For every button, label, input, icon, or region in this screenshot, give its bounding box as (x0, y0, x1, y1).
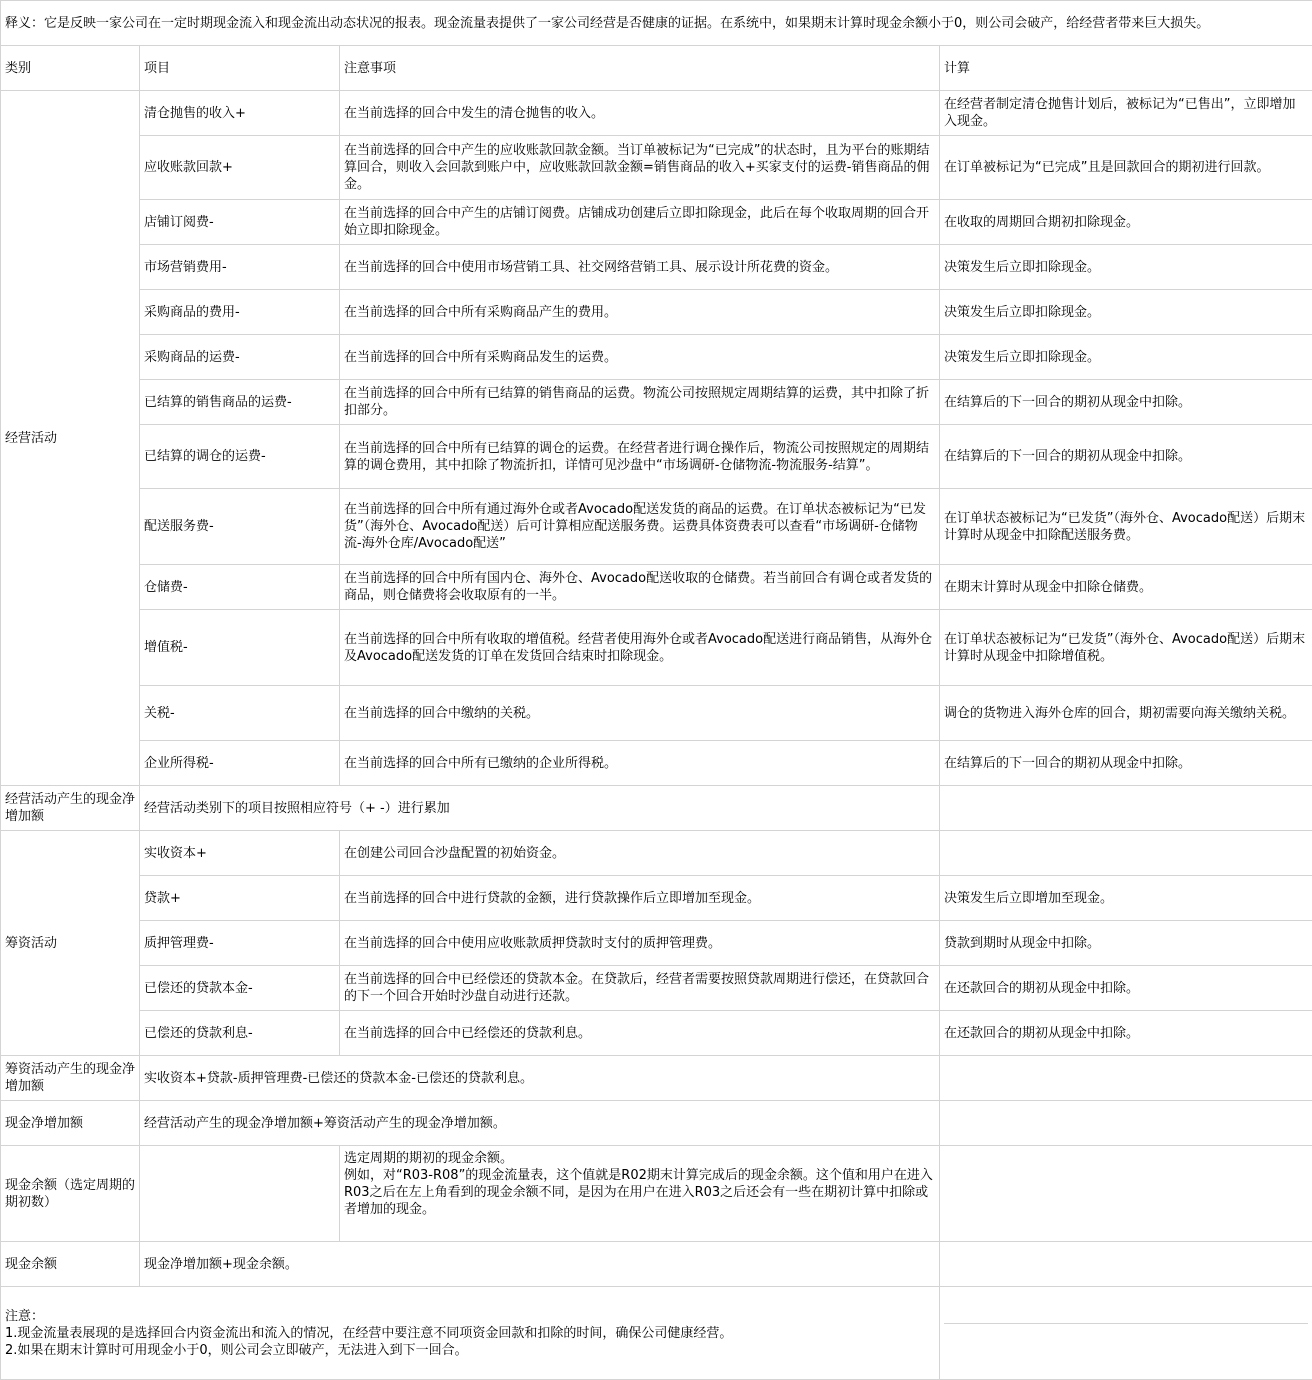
note-cell: 在当前选择的回合中所有采购商品产生的费用。 (340, 290, 940, 335)
item-cell: 实收资本+ (140, 831, 340, 876)
note-cell: 在当前选择的回合中所有已缴纳的企业所得税。 (340, 741, 940, 786)
cash-net-text: 经营活动产生的现金净增加额+筹资活动产生的现金净增加额。 (140, 1101, 940, 1146)
table-row (1, 610, 1312, 686)
note-cell: 在当前选择的回合中所有已结算的调仓的运费。在经营者进行调仓操作后，物流公司按照规定的周期结算的调仓费用，其中扣除了物流折扣，详情可见沙盘中“市场调研-仓储物流-物流服务-结算”。 (340, 425, 940, 489)
cash-balance-row (1, 1242, 1312, 1287)
category-financing: 筹资活动 (1, 831, 140, 1056)
empty-cell (940, 786, 1312, 831)
calc-cell: 在还款回合的期初从现金中扣除。 (940, 1011, 1312, 1056)
intro-row (1, 1, 1312, 46)
financing-net-row (1, 1056, 1312, 1101)
calc-cell: 决策发生后立即扣除现金。 (940, 245, 1312, 290)
cash-opening-row (1, 1146, 1312, 1242)
operating-net-text: 经营活动类别下的项目按照相应符号（+ -）进行累加 (140, 786, 940, 831)
note-cell: 在当前选择的回合中进行贷款的金额，进行贷款操作后立即增加至现金。 (340, 876, 940, 921)
note-cell: 在当前选择的回合中产生的店铺订阅费。店铺成功创建后立即扣除现金，此后在每个收取周期的回合开始立即扣除现金。 (340, 200, 940, 245)
note-cell: 在当前选择的回合中使用市场营销工具、社交网络营销工具、展示设计所花费的资金。 (340, 245, 940, 290)
note-cell (340, 1146, 940, 1242)
category-cash-net: 现金净增加额 (1, 1101, 140, 1146)
item-cell: 清仓抛售的收入+ (140, 91, 340, 136)
table-row (1, 91, 1312, 136)
note-cell: 在当前选择的回合中发生的清仓抛售的收入。 (340, 91, 940, 136)
empty-cell (940, 1101, 1312, 1146)
empty-cell (940, 1242, 1312, 1287)
header-item: 项目 (140, 46, 340, 91)
note-cell: 在当前选择的回合中缴纳的关税。 (340, 686, 940, 741)
note-cell: 在当前选择的回合中所有国内仓、海外仓、Avocado配送收取的仓储费。若当前回合有调仓或者发货的商品，则仓储费将会收取原有的一半。 (340, 565, 940, 610)
operating-net-row (1, 786, 1312, 831)
category-financing-net: 筹资活动产生的现金净增加额 (1, 1056, 140, 1101)
table-row (1, 876, 1312, 921)
item-cell: 已偿还的贷款利息- (140, 1011, 340, 1056)
notes-row (1, 1287, 1312, 1380)
table-row (1, 921, 1312, 966)
notes-title: 注意： (5, 1308, 45, 1324)
notes-line-2: 2.如果在期末计算时可用现金小于0，则公司会立即破产，无法进入到下一回合。 (5, 1342, 468, 1358)
calc-cell: 在订单状态被标记为“已发货”（海外仓、Avocado配送）后期末计算时从现金中扣除配送服务费。 (940, 489, 1312, 565)
note-cell: 在当前选择的回合中所有收取的增值税。经营者使用海外仓或者Avocado配送进行商品销售，从海外仓及Avocado配送发货的订单在发货回合结束时扣除现金。 (340, 610, 940, 686)
header-calc: 计算 (940, 46, 1312, 91)
calc-cell: 调仓的货物进入海外仓库的回合，期初需要向海关缴纳关税。 (940, 686, 1312, 741)
financing-net-text: 实收资本+贷款-质押管理费-已偿还的贷款本金-已偿还的贷款利息。 (140, 1056, 940, 1101)
table-row (1, 686, 1312, 741)
calc-cell: 决策发生后立即增加至现金。 (940, 876, 1312, 921)
item-cell: 已结算的调仓的运费- (140, 425, 340, 489)
empty-cell (940, 1287, 1312, 1380)
calc-cell (940, 831, 1312, 876)
calc-cell: 决策发生后立即扣除现金。 (940, 290, 1312, 335)
note-cell: 在创建公司回合沙盘配置的初始资金。 (340, 831, 940, 876)
note-cell: 在当前选择的回合中使用应收账款质押贷款时支付的质押管理费。 (340, 921, 940, 966)
item-cell: 企业所得税- (140, 741, 340, 786)
item-cell: 仓储费- (140, 565, 340, 610)
note-cell: 在当前选择的回合中已经偿还的贷款本金。在贷款后，经营者需要按照贷款周期进行偿还，在贷款回合的下一个回合开始时沙盘自动进行还款。 (340, 966, 940, 1011)
item-cell: 采购商品的费用- (140, 290, 340, 335)
notes-block (1, 1287, 940, 1380)
calc-cell: 在订单被标记为“已完成”且是回款回合的期初进行回款。 (940, 136, 1312, 200)
table-row (1, 335, 1312, 380)
category-operating-net: 经营活动产生的现金净增加额 (1, 786, 140, 831)
table-row (1, 741, 1312, 786)
category-cash-opening: 现金余额（选定周期的期初数） (1, 1146, 140, 1242)
cash-balance-text: 现金净增加额+现金余额。 (140, 1242, 940, 1287)
item-cell: 贷款+ (140, 876, 340, 921)
header-row (1, 46, 1312, 91)
calc-cell: 在收取的周期回合期初扣除现金。 (940, 200, 1312, 245)
item-cell: 已结算的销售商品的运费- (140, 380, 340, 425)
calc-cell: 在结算后的下一回合的期初从现金中扣除。 (940, 380, 1312, 425)
divider (944, 1287, 1308, 1324)
item-cell: 质押管理费- (140, 921, 340, 966)
item-cell: 关税- (140, 686, 340, 741)
item-cell: 应收账款回款+ (140, 136, 340, 200)
table-row (1, 200, 1312, 245)
table-row (1, 136, 1312, 200)
header-category: 类别 (1, 46, 140, 91)
table-row (1, 966, 1312, 1011)
table-row (1, 565, 1312, 610)
header-note: 注意事项 (340, 46, 940, 91)
calc-cell: 在经营者制定清仓抛售计划后，被标记为“已售出”，立即增加入现金。 (940, 91, 1312, 136)
table-row (1, 245, 1312, 290)
calc-cell: 在订单状态被标记为“已发货”（海外仓、Avocado配送）后期末计算时从现金中扣除增值税。 (940, 610, 1312, 686)
calc-cell: 在结算后的下一回合的期初从现金中扣除。 (940, 425, 1312, 489)
table-row (1, 290, 1312, 335)
empty-cell (940, 1146, 1312, 1242)
calc-cell: 决策发生后立即扣除现金。 (940, 335, 1312, 380)
notes-line-1: 1.现金流量表展现的是选择回合内资金流出和流入的情况，在经营中要注意不同项资金回款和扣除的时间，确保公司健康经营。 (5, 1325, 733, 1341)
calc-cell: 贷款到期时从现金中扣除。 (940, 921, 1312, 966)
cash-opening-note: 选定周期的期初的现金余额。 例如，对“R03-R08”的现金流量表，这个值就是R02期末计算完成后的现金余额。这个值和用户在进入R03之后在左上角看到的现金余额不同，是因为在用户在进入R03之后还会有一些在期初计算中扣除或者增加的现金。 (344, 1151, 933, 1217)
item-cell: 增值税- (140, 610, 340, 686)
empty-cell (940, 1056, 1312, 1101)
calc-cell: 在还款回合的期初从现金中扣除。 (940, 966, 1312, 1011)
note-cell: 在当前选择的回合中所有通过海外仓或者Avocado配送发货的商品的运费。在订单状态被标记为“已发货”（海外仓、Avocado配送）后可计算相应配送服务费。运费具体资费表可以查看“市场调研-仓储物流-海外仓库/Avocado配送” (340, 489, 940, 565)
note-cell: 在当前选择的回合中已经偿还的贷款利息。 (340, 1011, 940, 1056)
item-cell: 采购商品的运费- (140, 335, 340, 380)
item-cell: 店铺订阅费- (140, 200, 340, 245)
table-row (1, 1011, 1312, 1056)
table-row (1, 425, 1312, 489)
calc-cell: 在结算后的下一回合的期初从现金中扣除。 (940, 741, 1312, 786)
cash-net-row (1, 1101, 1312, 1146)
category-operating: 经营活动 (1, 91, 140, 786)
calc-cell: 在期末计算时从现金中扣除仓储费。 (940, 565, 1312, 610)
note-cell: 在当前选择的回合中所有采购商品发生的运费。 (340, 335, 940, 380)
item-cell (140, 1146, 340, 1242)
intro-text: 释义：它是反映一家公司在一定时期现金流入和现金流出动态状况的报表。现金流量表提供了一家公司经营是否健康的证据。在系统中，如果期末计算时现金余额小于0，则公司会破产，给经营者带来巨大损失。 (1, 1, 1312, 46)
item-cell: 配送服务费- (140, 489, 340, 565)
item-cell: 市场营销费用- (140, 245, 340, 290)
table-row (1, 831, 1312, 876)
note-cell: 在当前选择的回合中产生的应收账款回款金额。当订单被标记为“已完成”的状态时，且为平台的账期结算回合，则收入会回款到账户中，应收账款回款金额=销售商品的收入+买家支付的运费-销售商品的佣金。 (340, 136, 940, 200)
category-cash-balance: 现金余额 (1, 1242, 140, 1287)
table-row (1, 380, 1312, 425)
table-row (1, 489, 1312, 565)
note-cell: 在当前选择的回合中所有已结算的销售商品的运费。物流公司按照规定周期结算的运费，其中扣除了折扣部分。 (340, 380, 940, 425)
item-cell: 已偿还的贷款本金- (140, 966, 340, 1011)
